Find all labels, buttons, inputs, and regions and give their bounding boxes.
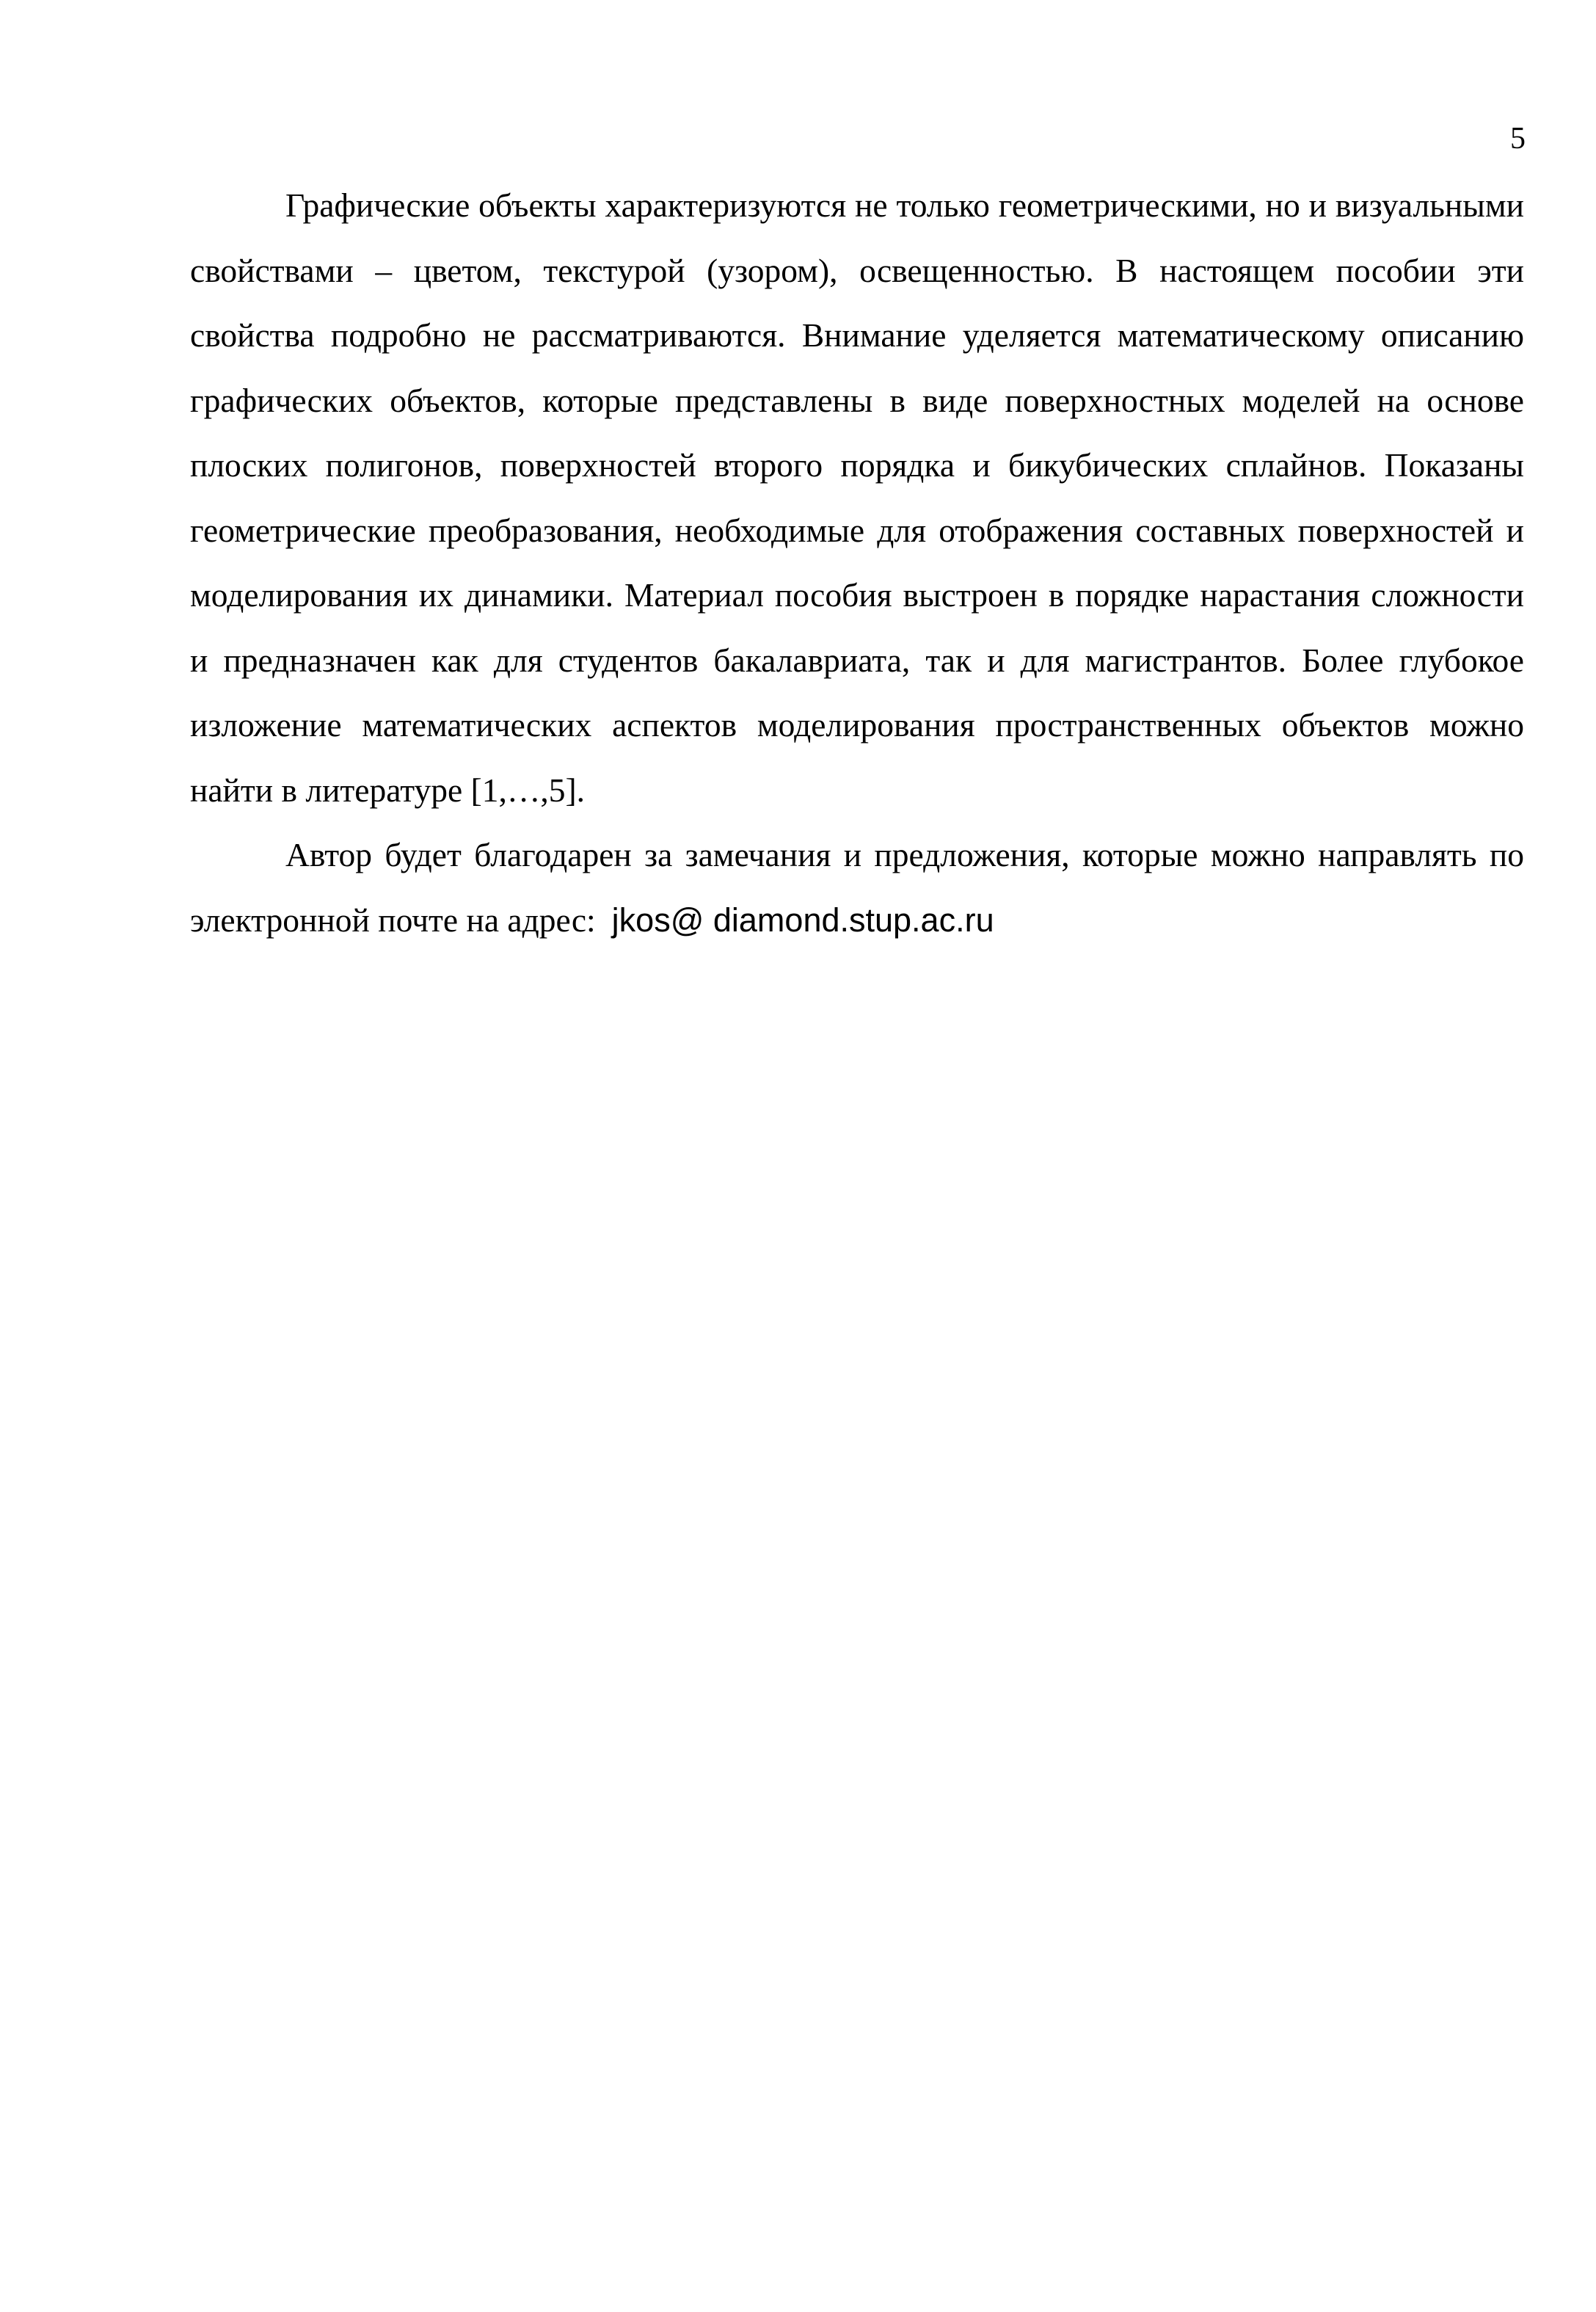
email-address: jkos@ diamond.stup.ac.ru [611,901,994,939]
page-number: 5 [1510,122,1526,156]
paragraph-feedback [190,823,1524,953]
feedback-text: Автор будет благодарен за замечания и предложения, которые можно направлять по электронной почте на адрес: [190,836,1524,939]
body-text [190,173,1524,953]
paragraph-intro: Графические объекты характеризуются не только геометрическими, но и визуальными свойствами – цветом, текстурой (узором), освещенностью. В настоящем пособии эти свойства подробно не рассматриваются. Внимание уделяется математическому описанию графических объектов, которые представлены в виде поверхностных моделей на основе плоских полигонов, поверхностей второго порядка и бикубических сплайнов. Показаны геометрические преобразования, необходимые для отображения составных поверхностей и моделирования их динамики. Материал пособия выстроен в порядке нарастания сложности и предназначен как для студентов бакалавриата, так и для магистрантов. Более глубокое изложение математических аспектов моделирования пространственных объектов можно найти в литературе [1,…,5]. [190,186,1524,809]
